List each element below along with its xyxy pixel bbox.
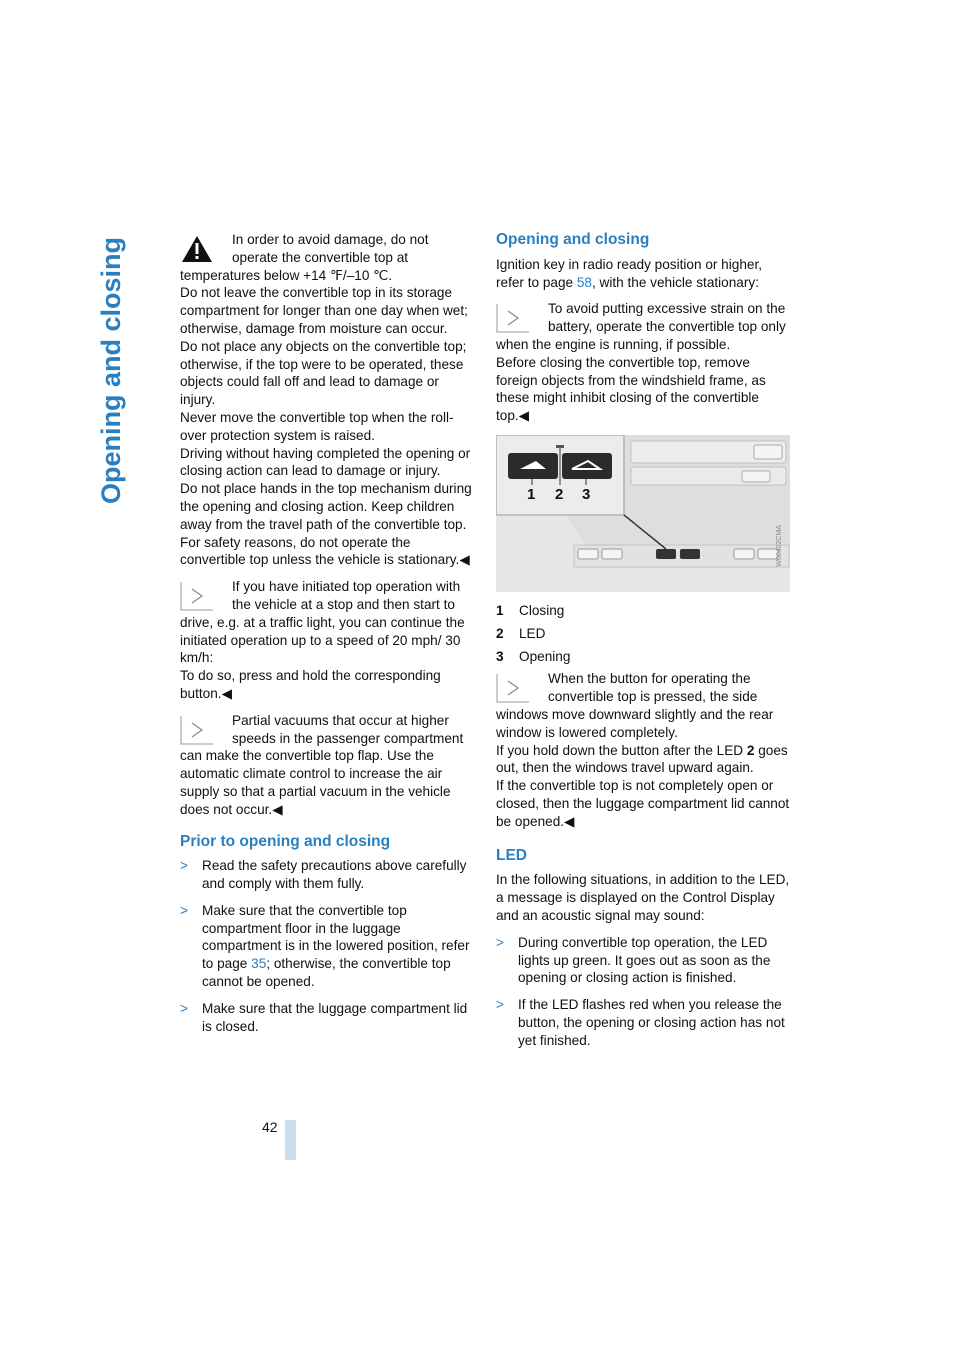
legend-number: 2 <box>496 625 504 641</box>
list-item <box>496 996 791 1049</box>
bullet-marker: > <box>496 934 504 950</box>
legend-label: LED <box>519 625 546 641</box>
list-item <box>496 934 791 987</box>
page-number: 42 <box>262 1119 278 1135</box>
callout-3: 3 <box>582 485 591 503</box>
warning-line-3: Never move the convertible top when the roll-over protection system is raised. <box>180 409 454 443</box>
windows-note <box>496 670 791 830</box>
bullet-text-post: ; otherwise, the convertible top cannot be opened. <box>202 956 451 990</box>
warning-lead: In order to avoid damage, do not operate the convertible top at temperatures below +14 ℉/–10 ℃. <box>180 232 429 283</box>
battery-note <box>496 300 791 425</box>
legend-item <box>496 602 791 620</box>
intro-pre: Ignition key in radio ready position or higher, refer to page <box>496 256 762 290</box>
page-ref-link[interactable]: 35 <box>251 956 267 972</box>
list-item <box>180 857 475 893</box>
page-number-bar <box>285 1120 296 1160</box>
windows-note-mid-post: goes out, then the windows travel upward again. <box>496 742 788 776</box>
led-ref-number: 2 <box>746 742 755 758</box>
warning-line-1: Do not leave the convertible top in its storage compartment for longer than one day when wet; otherwise, damage from moisture can occur. <box>180 285 468 336</box>
legend-label: Closing <box>519 602 565 618</box>
bullet-text-pre: Make sure that the convertible top compartment floor in the luggage compartment is in the lowered position, refer to page <box>202 902 470 972</box>
warning-triangle-icon <box>180 234 214 264</box>
note-arrow-icon <box>180 715 214 745</box>
windows-note-tail: If the convertible top is not completely open or closed, then the luggage compartment lid cannot be opened.◀ <box>496 778 790 829</box>
note-arrow-icon <box>496 303 530 333</box>
bullet-marker: > <box>496 997 504 1013</box>
left-column <box>180 231 475 1044</box>
vacuum-note <box>180 712 475 819</box>
legend-number: 3 <box>496 648 504 664</box>
drive-note-lead: If you have initiated top operation with the vehicle at a stop and then start to drive, e.g. at a traffic light, you can continue the initiated operation up to a speed of 20 mph/ 30 km/h: <box>180 579 465 666</box>
bullet-text: Read the safety precautions above carefully and comply with them fully. <box>202 858 467 892</box>
list-item <box>180 902 475 991</box>
warning-line-4: Driving without having completed the opening or closing action can lead to damage or injury. <box>180 445 471 479</box>
switch-illustration <box>496 435 790 592</box>
right-column <box>496 231 791 1059</box>
note-arrow-icon <box>496 673 530 703</box>
sidebar-chapter-title <box>96 237 156 1097</box>
warning-line-2: Do not place any objects on the convertible top; otherwise, if the top were to be operated, these objects could fall off and lead to damage or injury. <box>180 338 467 408</box>
warning-line-6: For safety reasons, do not operate the convertible top unless the vehicle is stationary.◀ <box>180 534 470 568</box>
warning-line-5: Do not place hands in the top mechanism during the opening and closing action. Keep children away from the travel path of the convertible top. <box>180 481 472 532</box>
vacuum-note-text: Partial vacuums that occur at higher speeds in the passenger compartment can make the convertible top flap. Use the automatic climate control to increase the air supply so that a partial vacuum in the vehicle does not occur.◀ <box>180 712 464 817</box>
chapter-title-text: Opening and closing <box>96 237 126 505</box>
intro-post: , with the vehicle stationary: <box>591 274 759 290</box>
warning-note <box>180 231 475 569</box>
callout-2: 2 <box>555 485 564 503</box>
legend-item <box>496 625 791 643</box>
legend-number: 1 <box>496 602 504 618</box>
legend-item <box>496 648 791 666</box>
bullet-text: If the LED flashes red when you release the button, the opening or closing action has not yet finished. <box>518 997 785 1048</box>
drive-note-tail: To do so, press and hold the corresponding button.◀ <box>180 668 441 701</box>
bullet-marker: > <box>180 1000 188 1016</box>
battery-note-lead: To avoid putting excessive strain on the battery, operate the convertible top only when the engine is running, if possible. <box>496 301 786 352</box>
heading-prior-to-opening: Prior to opening and closing <box>180 832 391 850</box>
bullet-text: Make sure that the luggage compartment lid is closed. <box>202 1000 468 1034</box>
heading-led: LED <box>496 846 527 864</box>
list-item <box>180 1000 475 1036</box>
heading-opening-closing: Opening and closing <box>496 231 650 248</box>
battery-note-tail: Before closing the convertible top, remove foreign objects from the windshield frame, as these might inhibit closing of the convertible top.◀ <box>496 354 766 424</box>
figure-code: W00402CMA <box>776 524 784 567</box>
windows-note-mid-pre: If you hold down the button after the LED <box>496 742 747 758</box>
page-ref-link[interactable]: 58 <box>576 274 592 290</box>
bullet-text: During convertible top operation, the LED lights up green. It goes out as soon as the opening or closing action is finished. <box>518 934 771 986</box>
intro-text <box>496 256 791 292</box>
callout-1: 1 <box>527 485 536 503</box>
bullet-marker: > <box>180 902 188 918</box>
note-arrow-icon <box>180 581 214 611</box>
windows-note-mid <box>496 742 791 778</box>
legend-label: Opening <box>519 648 571 664</box>
windows-note-lead: When the button for operating the convertible top is pressed, the side windows move downward slightly and the rear window is lowered completely. <box>496 671 774 740</box>
led-intro: In the following situations, in addition to the LED, a message is displayed on the Control Display and an acoustic signal may sound: <box>496 872 790 923</box>
bullet-marker: > <box>180 858 188 874</box>
drive-note <box>180 578 475 703</box>
bullet-text <box>202 902 475 991</box>
